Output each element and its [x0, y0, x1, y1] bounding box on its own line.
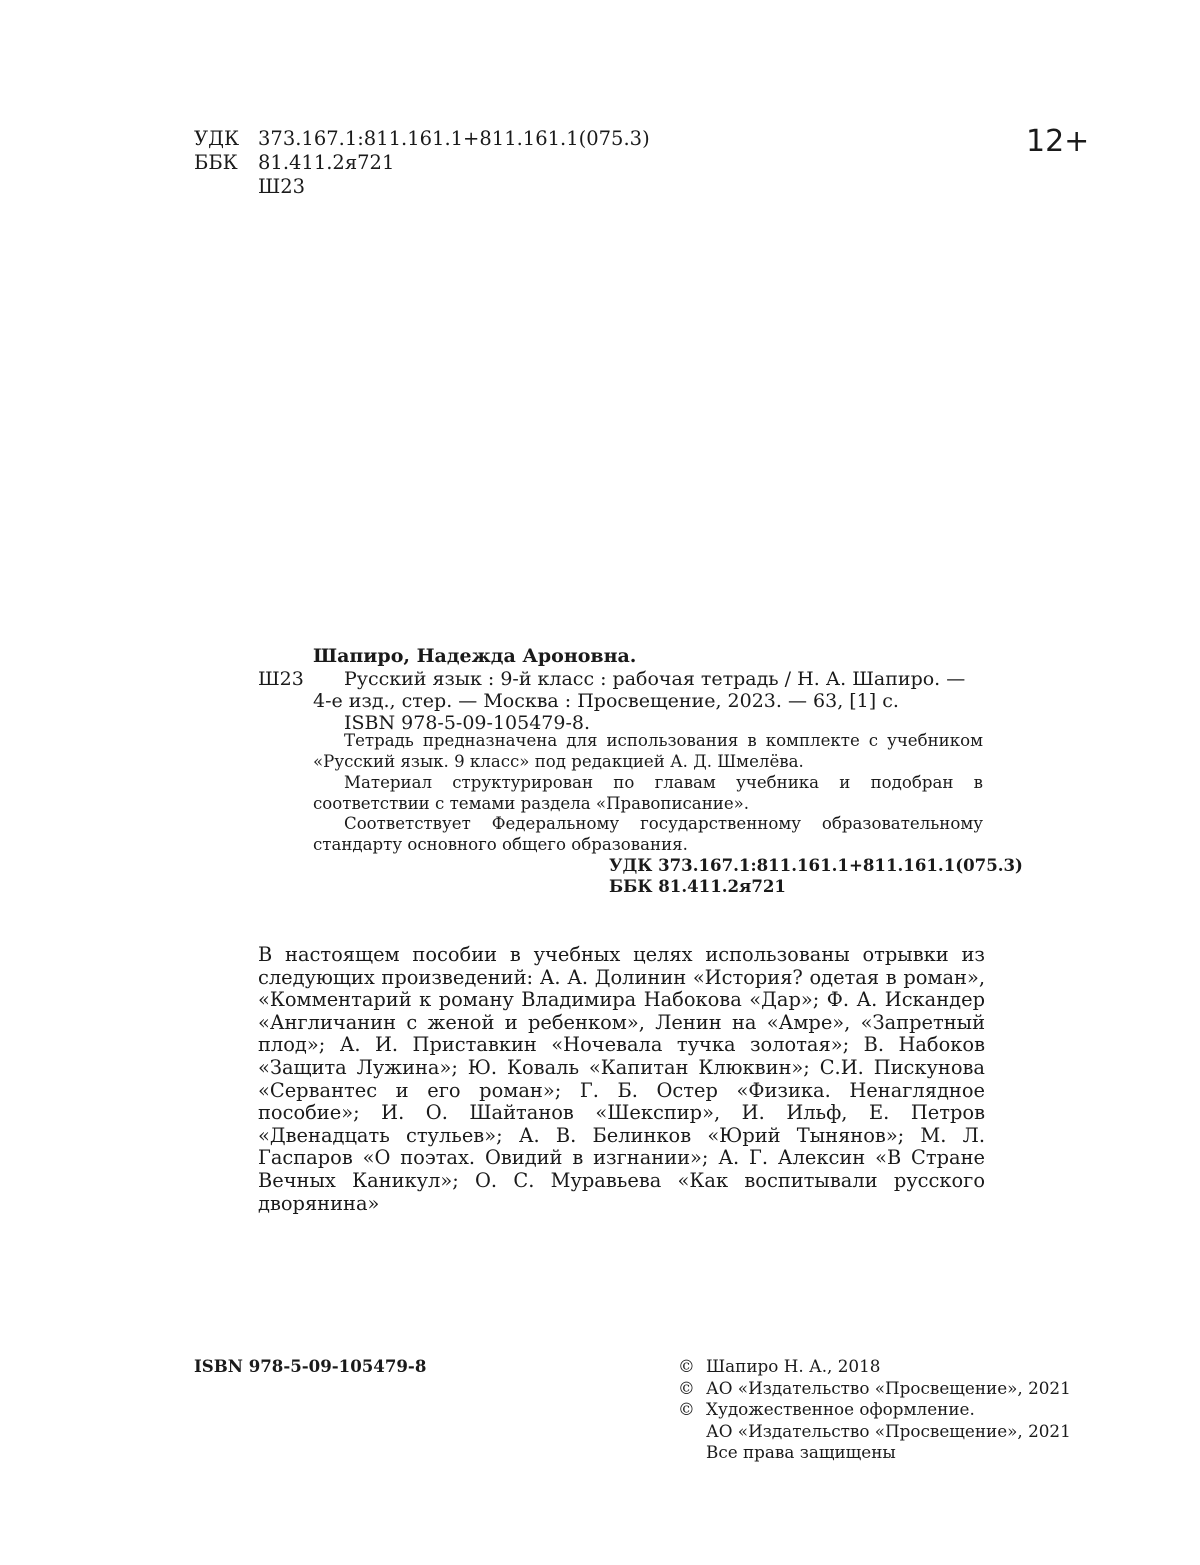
copyright-icon: ©	[678, 1356, 695, 1376]
copyright-line-3	[678, 1399, 1071, 1421]
rights-text: Все права защищены	[706, 1442, 896, 1462]
copyright-text-3-cont: АО «Издательство «Просвещение», 2021	[706, 1420, 1071, 1441]
card-author: Шапиро, Надежда Ароновна.	[313, 645, 637, 667]
author-mark-line	[194, 175, 305, 199]
annotation-text-1: Тетрадь предназначена для использования в комплекте с учебником «Русский язык. 9 класс» под редакцией А. Д. Шмелёва.	[313, 731, 983, 771]
annotation-paragraph-3	[313, 814, 983, 856]
udk-line	[194, 127, 650, 151]
age-rating: 12+	[1026, 124, 1090, 159]
copyright-line-2	[678, 1378, 1071, 1400]
copyright-line-4	[678, 1421, 1071, 1443]
udk-label: УДК	[194, 127, 240, 150]
copyright-text-3: Художественное оформление.	[706, 1399, 975, 1419]
footer-isbn: ISBN 978-5-09-105479-8	[194, 1356, 427, 1376]
rights-line	[678, 1442, 1071, 1464]
annotation-text-3: Соответствует Федеральному государственному образовательному стандарту основного общего образования.	[313, 814, 983, 854]
card-title-line-1: Русский язык : 9-й класс : рабочая тетрадь / Н. А. Шапиро. —	[344, 668, 966, 690]
bbk-value: 81.411.2я721	[258, 151, 395, 174]
annotation-text-2: Материал структурирован по главам учебника и подобран в соответствии с темами раздела «Правописание».	[313, 773, 983, 813]
card-isbn: ISBN 978-5-09-105479-8.	[344, 712, 591, 734]
bbk-label: ББК	[194, 151, 238, 174]
udk-value: 373.167.1:811.161.1+811.161.1(075.3)	[258, 127, 650, 150]
author-mark: Ш23	[258, 175, 306, 198]
card-title-line-2: 4-е изд., стер. — Москва : Просвещение, 2023. — 63, [1] с.	[313, 690, 899, 712]
annotation-paragraph-1	[313, 731, 983, 773]
copyright-text-2: АО «Издательство «Просвещение», 2021	[706, 1377, 1071, 1398]
card-author-code: Ш23	[258, 668, 304, 690]
annotation-paragraph-2	[313, 773, 983, 815]
card-udk: УДК 373.167.1:811.161.1+811.161.1(075.3)	[609, 855, 1023, 875]
card-bbk: ББК 81.411.2я721	[609, 876, 786, 896]
copyright-icon: ©	[678, 1377, 695, 1398]
sources-paragraph: В настоящем пособии в учебных целях использованы отрывки из следующих произведений: А. А. Долинин «История? одетая в роман», «Комментарий к роману Владимира Набокова «Дар»; Ф. А. Искандер «Англичанин с женой и ребенком», Ленин на «Амре», «Запретный плод»; А. И. Приставкин «Ночевала тучка золотая»; В. Набоков «Защита Лужина»; Ю. Коваль «Капитан Клюквин»; С.И. Пискунова «Сервантес и его роман»; Г. Б. Остер «Физика. Ненаглядное пособие»; И. О. Шайтанов «Шекспир», И. Ильф, Е. Петров «Двенадцать стульев»; А. В. Белинков «Юрий Тынянов»; М. Л. Гаспаров «О поэтах. Овидий в изгнании»; А. Г. Алексин «В Стране Вечных Каникул»; О. С. Муравьева «Как воспитывали русского дворянина»	[258, 943, 985, 1215]
bbk-line	[194, 151, 394, 175]
copyright-block	[678, 1356, 1071, 1464]
copyright-icon: ©	[678, 1399, 695, 1419]
copyright-line-1	[678, 1356, 1071, 1378]
copyright-text-1: Шапиро Н. А., 2018	[706, 1356, 881, 1376]
